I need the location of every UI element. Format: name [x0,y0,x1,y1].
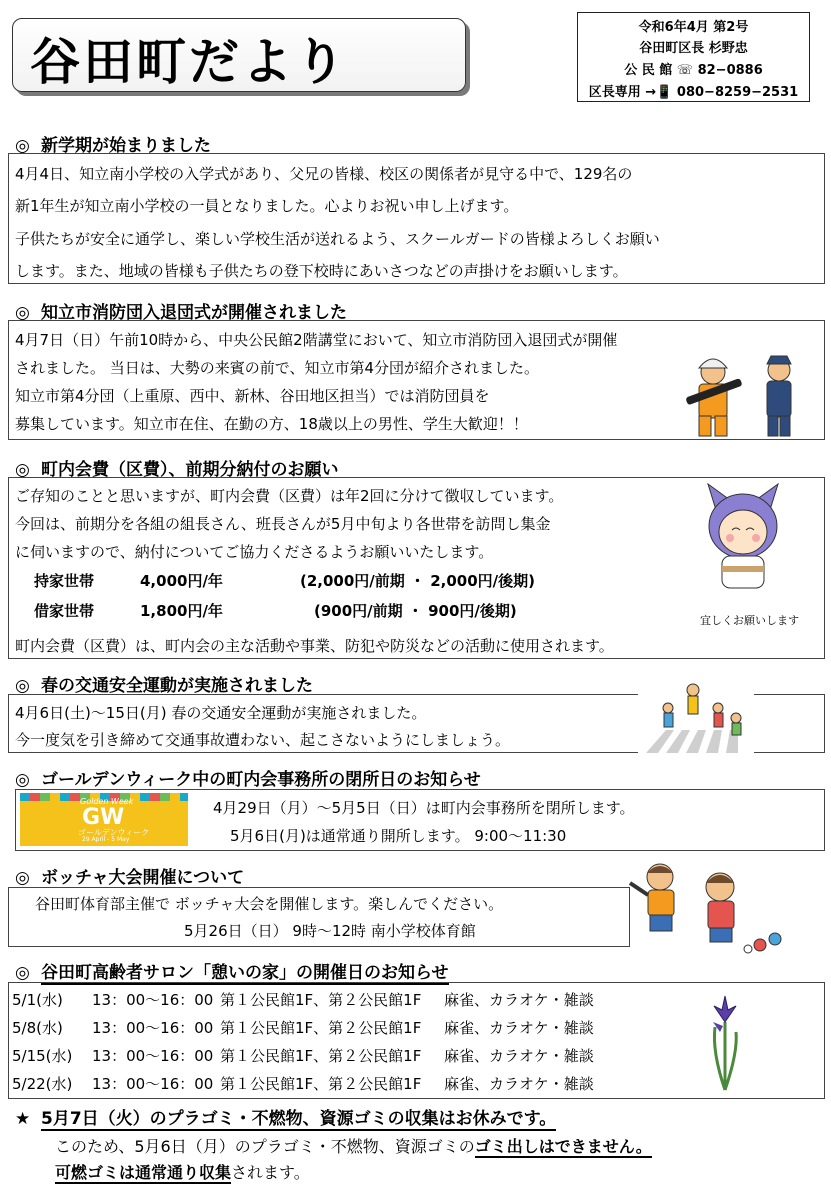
issue-number: 令和6年4月 第2号 [638,20,749,35]
traffic-line-2: 今一度気を引き締めて交通事故遭わない、起こさないようにしましょう。 [15,731,511,749]
garbage-line-1: このため、5月6日（月）のプラゴミ・不燃物、資源ゴミのゴミ出しはできません。 [55,1137,652,1156]
salon-place-4: 第１公民館1F、第２公民館1F [220,1075,422,1093]
school-line-1: 4月4日、知立南小学校の入学式があり、父兄の皆様、校区の関係者が見守る中で、129名の [15,165,633,183]
page-title: 谷田町だより [30,33,348,91]
salon-time-3: 13：00〜16：00 [92,1047,214,1065]
star-icon: ★ [15,1109,31,1129]
section-heading-fire: ◎ 知立市消防団入退団式が開催されました [15,303,347,323]
firefighters-illustration [675,350,815,440]
salon-date-4: 5/22(水) [12,1075,73,1093]
fire-line-4: 募集しています。知立市在住、在勤の方、18歳以上の男性、学生大歓迎！！ [15,415,528,433]
section-heading-bocce: ◎ ボッチャ大会開催について [15,868,245,888]
gw-banner-dates: 29 April - 5 May [82,836,130,843]
fee-owner-label: 持家世帯 [34,572,95,590]
gw-banner [20,793,188,846]
bocce-children-illustration [620,857,790,957]
traffic-line-1: 4月6日(土)〜15日(月) 春の交通安全運動が実施されました。 [15,704,427,722]
mascot-caption: 宜しくお願いします [700,614,799,627]
gw-line-2: 5月6日(月)は通常通り開所します。 9:00〜11:30 [230,827,567,845]
fee-footer: 町内会費（区費）は、町内会の主な活動や事業、防犯や防災などの活動に使用されます。 [15,637,614,655]
bocce-line-1: 谷田町体育部主催で ボッチャ大会を開催します。楽しんでください。 [35,895,504,913]
gw-banner-jp: ゴールデンウィーク [78,828,150,837]
salon-place-3: 第１公民館1F、第２公民館1F [220,1047,422,1065]
fire-line-3: 知立市第4分団（上重原、西中、新林、谷田地区担当）では消防団員を [15,387,490,405]
garbage-line-2: 可燃ゴミは通常通り収集されます。 [55,1163,310,1182]
fee-line-3: に伺いますので、納付についてご協力くださるようお願いいたします。 [15,543,494,561]
bocce-line-2: 5月26日（日） 9時〜12時 南小学校体育館 [184,922,476,940]
fee-line-2: 今回は、前期分を各組の組長さん、班長さんが5月中旬より各世帯を訪問し集金 [15,515,551,533]
salon-time-1: 13：00〜16：00 [92,991,214,1009]
fee-owner-amount: 4,000円/年 [140,572,223,590]
salon-place-2: 第１公民館1F、第２公民館1F [220,1019,422,1037]
district-head: 谷田町区長 杉野忠 [639,41,748,56]
salon-activity-4: 麻雀、カラオケ・雑談 [444,1075,594,1093]
fire-line-2: されました。 当日は、大勢の来賓の前で、知立市第4分団が紹介されました。 [15,359,540,377]
gw-banner-title: GW [82,805,125,830]
section-heading-fee: ◎ 町内会費（区費）、前期分納付のお願い [15,460,339,480]
fee-owner-detail: (2,000円/前期 ・ 2,000円/後期) [300,572,536,590]
fire-line-1: 4月7日（日）午前10時から、中央公民館2階講堂において、知立市消防団入退団式が開催 [15,331,618,349]
head-mobile: 区長専用 →📱 080−8259−2531 [588,85,799,100]
issue-info-box [577,12,810,102]
iris-flower-illustration [700,992,750,1092]
salon-date-2: 5/8(水) [12,1019,63,1037]
garbage-heading: ★ 5月7日（火）のプラゴミ・不燃物、資源ゴミの収集はお休みです。 [15,1109,557,1129]
crosswalk-illustration [638,678,754,758]
fee-renter-detail: (900円/前期 ・ 900円/後期) [314,602,517,620]
section-heading-salon: ◎ 谷田町高齢者サロン「憩いの家」の開催日のお知らせ [15,963,449,983]
mascot-illustration [698,480,788,595]
school-line-4: します。また、地域の皆様も子供たちの登下校時にあいさつなどの声掛けをお願いします。 [15,262,628,280]
salon-place-1: 第１公民館1F、第２公民館1F [220,991,422,1009]
gw-banner-subtitle: Golden Week [80,797,134,806]
gw-line-1: 4月29日（月）〜5月5日（日）は町内会事務所を閉所します。 [213,799,635,817]
fee-renter-amount: 1,800円/年 [140,602,223,620]
fee-line-1: ご存知のことと思いますが、町内会費（区費）は年2回に分けて徴収しています。 [15,487,564,505]
salon-time-4: 13：00〜16：00 [92,1075,214,1093]
hall-phone: 公 民 館 ☏ 82−0886 [624,63,763,78]
school-line-2: 新1年生が知立南小学校の一員となりました。心よりお祝い申し上げます。 [15,197,519,215]
school-line-3: 子供たちが安全に通学し、楽しい学校生活が送れるよう、スクールガードの皆様よろしくお願い [15,230,660,248]
salon-date-1: 5/1(水) [12,991,63,1009]
heading-mark: ◎ [15,136,30,156]
salon-activity-2: 麻雀、カラオケ・雑談 [444,1019,594,1037]
salon-activity-3: 麻雀、カラオケ・雑談 [444,1047,594,1065]
salon-date-3: 5/15(水) [12,1047,73,1065]
salon-time-2: 13：00〜16：00 [92,1019,214,1037]
fee-renter-label: 借家世帯 [34,602,95,620]
section-heading-traffic: ◎ 春の交通安全運動が実施されました [15,676,313,696]
salon-activity-1: 麻雀、カラオケ・雑談 [444,991,594,1009]
section-heading-school: ◎ 新学期が始まりました [15,136,211,156]
section-heading-gw: ◎ ゴールデンウィーク中の町内会事務所の閉所日のお知らせ [15,770,481,790]
